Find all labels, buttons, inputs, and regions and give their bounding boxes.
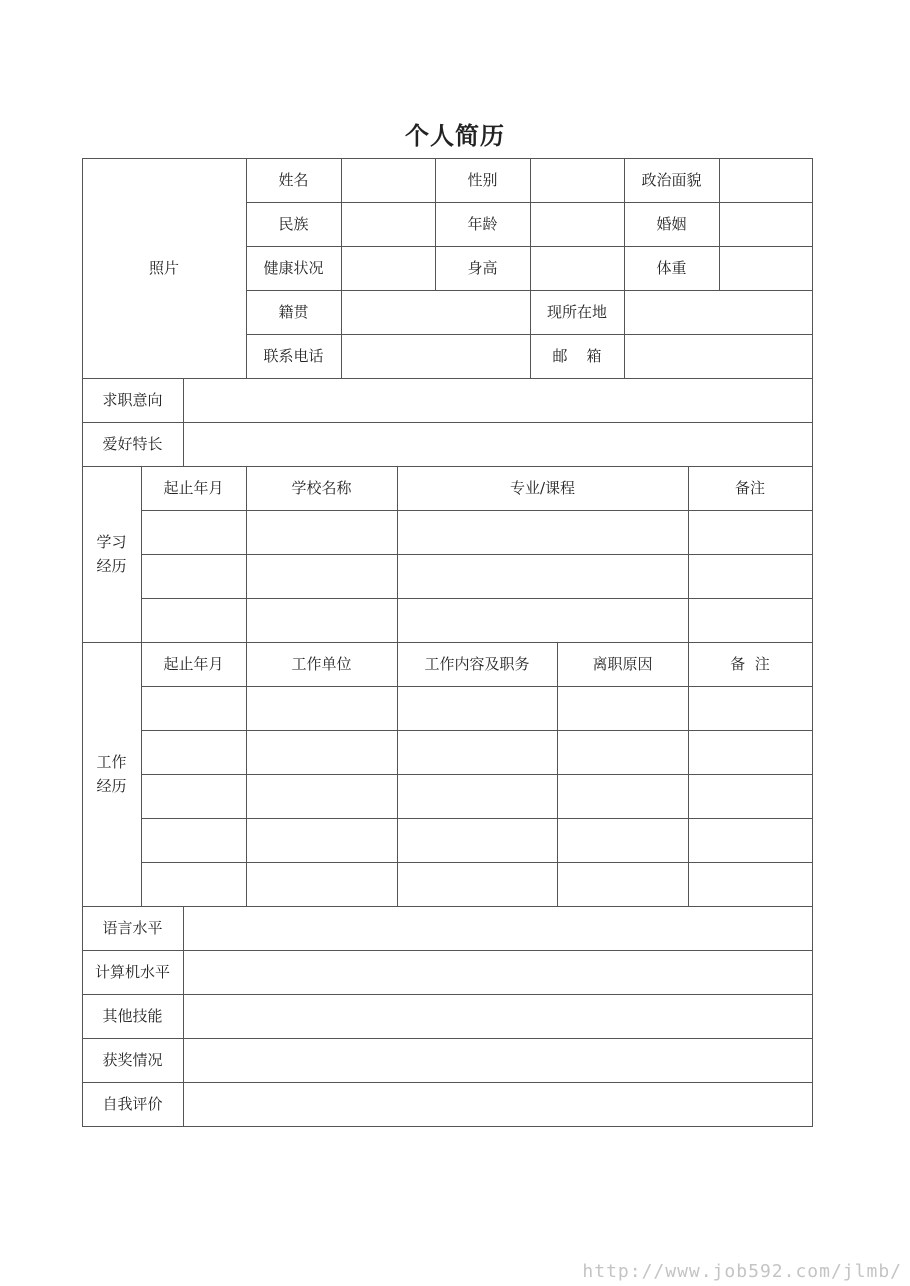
work-cell[interactable] bbox=[557, 774, 688, 818]
name-label: 姓名 bbox=[278, 171, 309, 189]
awards-field[interactable] bbox=[183, 1038, 812, 1082]
language-level-label: 语言水平 bbox=[102, 919, 163, 937]
work-cell[interactable] bbox=[557, 818, 688, 862]
education-cell[interactable] bbox=[141, 510, 246, 554]
work-cell[interactable] bbox=[141, 774, 246, 818]
political-status-field[interactable] bbox=[719, 158, 812, 202]
other-skills-label: 其他技能 bbox=[102, 1007, 163, 1025]
work-cell[interactable] bbox=[141, 862, 246, 906]
work-cell[interactable] bbox=[141, 686, 246, 730]
table-vline bbox=[812, 466, 813, 643]
education-cell[interactable] bbox=[141, 598, 246, 642]
education-cell[interactable] bbox=[246, 554, 397, 598]
education-cell[interactable] bbox=[246, 510, 397, 554]
current-location-label: 现所在地 bbox=[546, 303, 607, 321]
work-cell[interactable] bbox=[397, 686, 557, 730]
job-intention-label: 求职意向 bbox=[102, 391, 163, 409]
hobbies-field[interactable] bbox=[183, 422, 812, 466]
hobbies-label: 爱好特长 bbox=[102, 435, 163, 453]
work-cell[interactable] bbox=[397, 774, 557, 818]
education-cell[interactable] bbox=[688, 598, 812, 642]
computer-level-field[interactable] bbox=[183, 950, 812, 994]
job-intention-field[interactable] bbox=[183, 378, 812, 422]
education-cell[interactable] bbox=[397, 510, 688, 554]
gender-field[interactable] bbox=[530, 158, 624, 202]
marriage-field[interactable] bbox=[719, 202, 812, 246]
education-cell[interactable] bbox=[397, 554, 688, 598]
email-field[interactable] bbox=[624, 334, 812, 378]
work-header-4: 备 注 bbox=[730, 655, 770, 673]
work-cell[interactable] bbox=[246, 862, 397, 906]
weight-field[interactable] bbox=[719, 246, 812, 290]
self-evaluation-label: 自我评价 bbox=[102, 1095, 163, 1113]
work-cell[interactable] bbox=[397, 818, 557, 862]
education-header-3: 备注 bbox=[734, 479, 765, 497]
table-vline bbox=[812, 1038, 813, 1083]
gender-label: 性别 bbox=[467, 171, 498, 189]
email-label: 邮 箱 bbox=[552, 347, 602, 365]
education-header-1: 学校名称 bbox=[291, 479, 352, 497]
native-place-field[interactable] bbox=[341, 290, 530, 334]
watermark-url: http://www.job592.com/jlmb/ bbox=[582, 1261, 902, 1282]
work-cell[interactable] bbox=[688, 818, 812, 862]
table-vline bbox=[812, 994, 813, 1039]
current-location-field[interactable] bbox=[624, 290, 812, 334]
work-header-1: 工作单位 bbox=[291, 655, 352, 673]
education-cell[interactable] bbox=[688, 510, 812, 554]
education-cell[interactable] bbox=[141, 554, 246, 598]
education-cell[interactable] bbox=[397, 598, 688, 642]
name-field[interactable] bbox=[341, 158, 435, 202]
work-cell[interactable] bbox=[688, 730, 812, 774]
self-evaluation-field[interactable] bbox=[183, 1082, 812, 1126]
education-header-2: 专业/课程 bbox=[509, 479, 576, 497]
table-vline bbox=[812, 378, 813, 423]
age-field[interactable] bbox=[530, 202, 624, 246]
phone-label: 联系电话 bbox=[263, 347, 324, 365]
table-vline bbox=[812, 158, 813, 379]
work-cell[interactable] bbox=[688, 774, 812, 818]
table-vline bbox=[812, 422, 813, 467]
awards-label: 获奖情况 bbox=[102, 1051, 163, 1069]
work-header-2: 工作内容及职务 bbox=[424, 655, 530, 673]
work-header-3: 离职原因 bbox=[592, 655, 653, 673]
work-cell[interactable] bbox=[141, 818, 246, 862]
work-cell[interactable] bbox=[397, 730, 557, 774]
political-status-label: 政治面貌 bbox=[641, 171, 702, 189]
education-cell[interactable] bbox=[246, 598, 397, 642]
education-section-label: 学习 经历 bbox=[96, 533, 127, 575]
ethnicity-label: 民族 bbox=[278, 215, 309, 233]
education-header-0: 起止年月 bbox=[163, 479, 224, 497]
height-field[interactable] bbox=[530, 246, 624, 290]
table-vline bbox=[812, 642, 813, 907]
health-label: 健康状况 bbox=[263, 259, 324, 277]
table-vline bbox=[812, 906, 813, 951]
education-cell[interactable] bbox=[688, 554, 812, 598]
work-cell[interactable] bbox=[557, 686, 688, 730]
weight-label: 体重 bbox=[656, 259, 687, 277]
page-title: 个人简历 bbox=[405, 121, 505, 150]
work-cell[interactable] bbox=[246, 730, 397, 774]
age-label: 年龄 bbox=[467, 215, 498, 233]
work-cell[interactable] bbox=[397, 862, 557, 906]
phone-field[interactable] bbox=[341, 334, 530, 378]
work-section-label: 工作 经历 bbox=[96, 753, 127, 795]
marriage-label: 婚姻 bbox=[656, 215, 687, 233]
work-cell[interactable] bbox=[141, 730, 246, 774]
photo-placeholder: 照片 bbox=[148, 259, 179, 277]
other-skills-field[interactable] bbox=[183, 994, 812, 1038]
work-cell[interactable] bbox=[557, 730, 688, 774]
work-cell[interactable] bbox=[688, 686, 812, 730]
computer-level-label: 计算机水平 bbox=[94, 963, 170, 981]
ethnicity-field[interactable] bbox=[341, 202, 435, 246]
work-cell[interactable] bbox=[688, 862, 812, 906]
work-cell[interactable] bbox=[246, 818, 397, 862]
height-label: 身高 bbox=[467, 259, 498, 277]
work-header-0: 起止年月 bbox=[163, 655, 224, 673]
work-cell[interactable] bbox=[246, 686, 397, 730]
native-place-label: 籍贯 bbox=[278, 303, 309, 321]
language-level-field[interactable] bbox=[183, 906, 812, 950]
table-vline bbox=[812, 1082, 813, 1127]
work-cell[interactable] bbox=[557, 862, 688, 906]
table-vline bbox=[812, 950, 813, 995]
health-field[interactable] bbox=[341, 246, 435, 290]
table-hline bbox=[82, 1126, 813, 1127]
work-cell[interactable] bbox=[246, 774, 397, 818]
